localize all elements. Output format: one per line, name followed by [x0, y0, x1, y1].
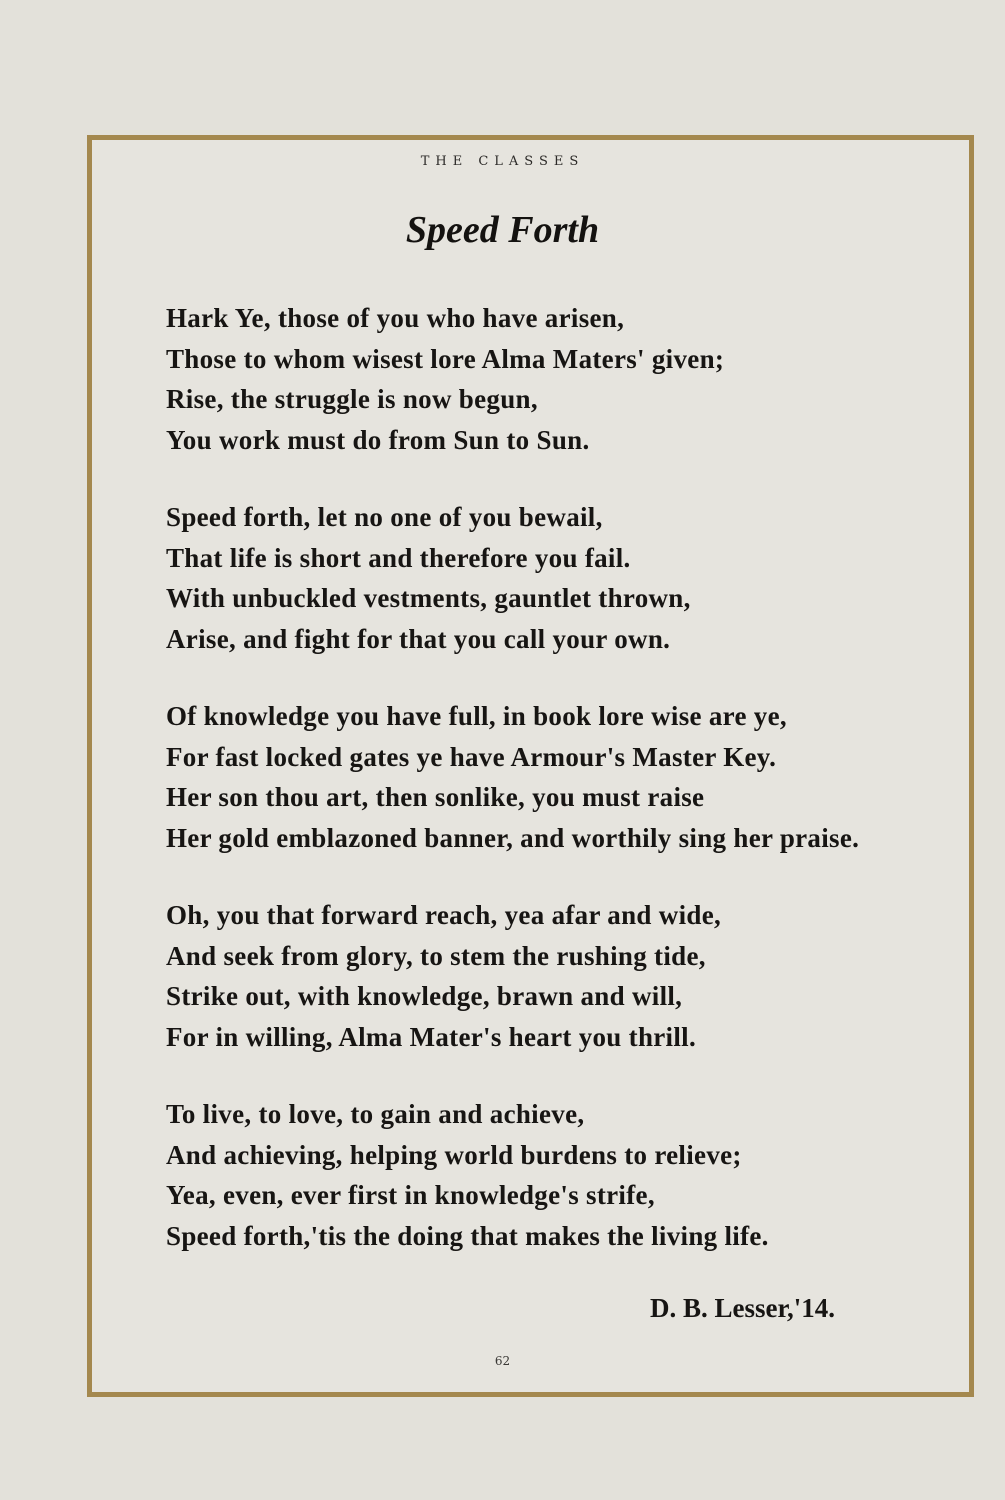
- poem-line: You work must do from Sun to Sun.: [166, 424, 590, 455]
- poem-line: Oh, you that forward reach, yea afar and wide,: [166, 900, 722, 930]
- poem-line: Rise, the struggle is now begun,: [166, 384, 538, 414]
- poem-line: Arise, and fight for that you call your own.: [166, 623, 671, 654]
- poem-line: To live, to love, to gain and achieve,: [166, 1099, 585, 1129]
- poem-line: For fast locked gates ye have Armour's Master Key.: [166, 741, 777, 772]
- poem-line: And achieving, helping world burdens to relieve;: [166, 1139, 742, 1170]
- poem-line: Strike out, with knowledge, brawn and will,: [166, 981, 683, 1011]
- poem-line: Hark Ye, those of you who have arisen,: [166, 303, 625, 333]
- stanza: [166, 895, 926, 1057]
- poem-line: And seek from glory, to stem the rushing tide,: [166, 940, 706, 971]
- stanza: [166, 1094, 926, 1256]
- stanza: [166, 497, 926, 659]
- author-signature: D. B. Lesser,'14.: [649, 1293, 835, 1323]
- poem-line: Her son thou art, then sonlike, you must raise: [166, 782, 705, 812]
- page-number: 62: [494, 1354, 511, 1368]
- poem-line: Of knowledge you have full, in book lore wise are ye,: [166, 701, 787, 731]
- poem-line: Speed forth,'tis the doing that makes the living life.: [166, 1220, 769, 1251]
- running-head: THE CLASSES: [420, 154, 585, 169]
- stanza: [166, 696, 926, 858]
- poem-line: With unbuckled vestments, gauntlet thrown,: [166, 583, 691, 613]
- poem-line: Speed forth, let no one of you bewail,: [166, 502, 603, 532]
- poem-line: That life is short and therefore you fail.: [166, 542, 631, 573]
- poem-line: Her gold emblazoned banner, and worthily sing her praise.: [166, 822, 860, 853]
- poem-line: Those to whom wisest lore Alma Maters' given;: [166, 343, 725, 374]
- stanza: [166, 298, 926, 460]
- poem-title: Speed Forth: [405, 209, 600, 251]
- poem-line: For in willing, Alma Mater's heart you thrill.: [166, 1021, 697, 1052]
- poem-line: Yea, even, ever first in knowledge's strife,: [166, 1180, 655, 1210]
